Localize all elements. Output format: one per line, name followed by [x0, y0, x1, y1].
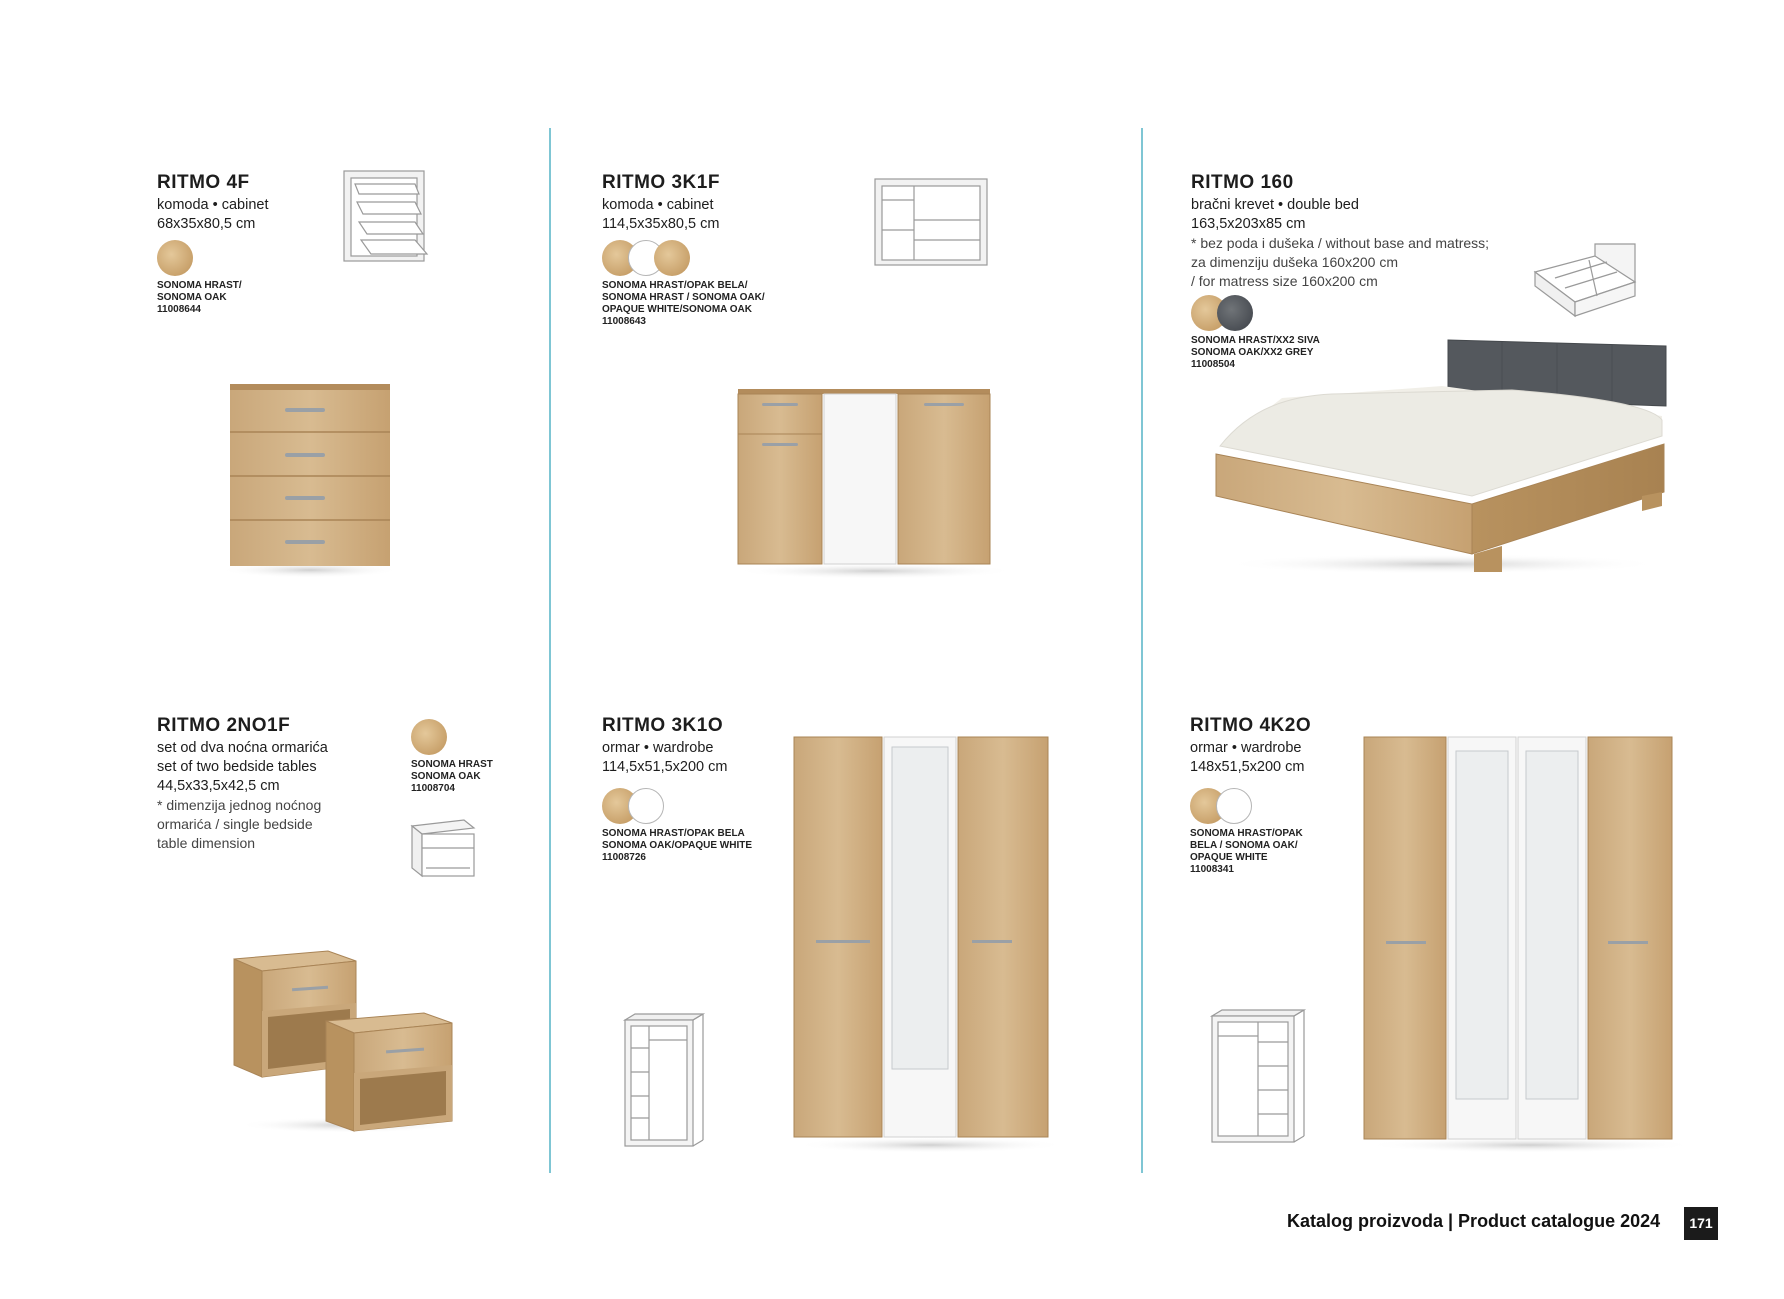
- color-code: SONOMA HRAST/OPAK BELA / SONOMA OAK/ OPAQUE WHITE 11008341: [1190, 828, 1303, 875]
- product-dimensions: 68x35x80,5 cm: [157, 216, 256, 232]
- technical-drawing-bed: [1533, 242, 1637, 326]
- product-dimensions: 148x51,5x200 cm: [1190, 759, 1305, 775]
- product-name: RITMO 4F: [157, 172, 250, 193]
- swatch-sonoma-oak: [411, 719, 447, 755]
- technical-drawing-wardrobe-3k1o: [623, 1012, 705, 1148]
- product-note: za dimenziju dušeka 160x200 cm: [1191, 254, 1399, 270]
- product-note: ormarića / single bedside: [157, 816, 313, 832]
- product-note: table dimension: [157, 835, 256, 851]
- product-dimensions: 163,5x203x85 cm: [1191, 216, 1306, 232]
- product-type: set od dva noćna ormarića: [157, 740, 328, 756]
- product-type: komoda • cabinet: [602, 197, 714, 213]
- color-code: SONOMA HRAST SONOMA OAK 11008704: [411, 759, 493, 794]
- product-note: * bez poda i dušeka / without base and matress;: [1191, 235, 1490, 251]
- swatch-xx2-grey: [1217, 295, 1253, 331]
- product-name: RITMO 4K2O: [1190, 715, 1312, 736]
- swatch-opaque-white: [628, 788, 664, 824]
- product-photo-cabinet-3k1f: [732, 385, 1018, 580]
- product-dimensions: 114,5x51,5x200 cm: [602, 759, 728, 775]
- product-name: RITMO 160: [1191, 172, 1294, 193]
- color-code: SONOMA HRAST/ SONOMA OAK 11008644: [157, 280, 242, 315]
- technical-drawing-bedside-table: [410, 816, 476, 880]
- product-photo-bed: [1212, 336, 1672, 576]
- product-ritmo-2no1f: [157, 715, 328, 853]
- product-ritmo-160: [1191, 172, 1489, 291]
- technical-drawing-wardrobe-4k2o: [1210, 1008, 1306, 1144]
- product-type: set of two bedside tables: [157, 759, 317, 775]
- product-type: komoda • cabinet: [157, 197, 269, 213]
- product-photo-cabinet-4f: [215, 378, 405, 578]
- product-ritmo-4k2o: [1190, 715, 1311, 777]
- product-note: * dimenzija jednog noćnog: [157, 797, 322, 813]
- product-dimensions: 44,5x33,5x42,5 cm: [157, 778, 280, 794]
- product-name: RITMO 3K1F: [602, 172, 720, 193]
- page-number: 171: [1684, 1207, 1718, 1240]
- color-code: SONOMA HRAST/XX2 SIVA SONOMA OAK/XX2 GREY 11008504: [1191, 335, 1320, 370]
- product-note: / for matress size 160x200 cm: [1191, 273, 1378, 289]
- product-dimensions: 114,5x35x80,5 cm: [602, 216, 720, 232]
- color-code: SONOMA HRAST/OPAK BELA SONOMA OAK/OPAQUE WHITE 11008726: [602, 828, 752, 863]
- product-name: RITMO 3K1O: [602, 715, 724, 736]
- technical-drawing-cabinet-4f: [343, 170, 429, 266]
- color-code: SONOMA HRAST/OPAK BELA/ SONOMA HRAST / SONOMA OAK/ OPAQUE WHITE/SONOMA OAK 11008643: [602, 280, 765, 327]
- product-photo-wardrobe-4k2o: [1358, 735, 1702, 1155]
- product-photo-bedside-tables: [228, 945, 468, 1135]
- technical-drawing-cabinet-3k1f: [874, 178, 990, 268]
- product-type: ormar • wardrobe: [1190, 740, 1302, 756]
- catalog-footer-title: Katalog proizvoda | Product catalogue 2024: [1287, 1211, 1661, 1231]
- product-name: RITMO 2NO1F: [157, 715, 291, 736]
- swatch-opaque-white: [1216, 788, 1252, 824]
- product-ritmo-3k1o: [602, 715, 727, 777]
- product-photo-wardrobe-3k1o: [788, 735, 1072, 1155]
- product-type: bračni krevet • double bed: [1191, 197, 1359, 213]
- swatch-sonoma-oak: [654, 240, 690, 276]
- product-ritmo-4f: [157, 172, 268, 234]
- product-type: ormar • wardrobe: [602, 740, 714, 756]
- column-divider-left: [549, 128, 551, 1173]
- swatch-sonoma-oak: [157, 240, 193, 276]
- product-ritmo-3k1f: [602, 172, 720, 234]
- column-divider-right: [1141, 128, 1143, 1173]
